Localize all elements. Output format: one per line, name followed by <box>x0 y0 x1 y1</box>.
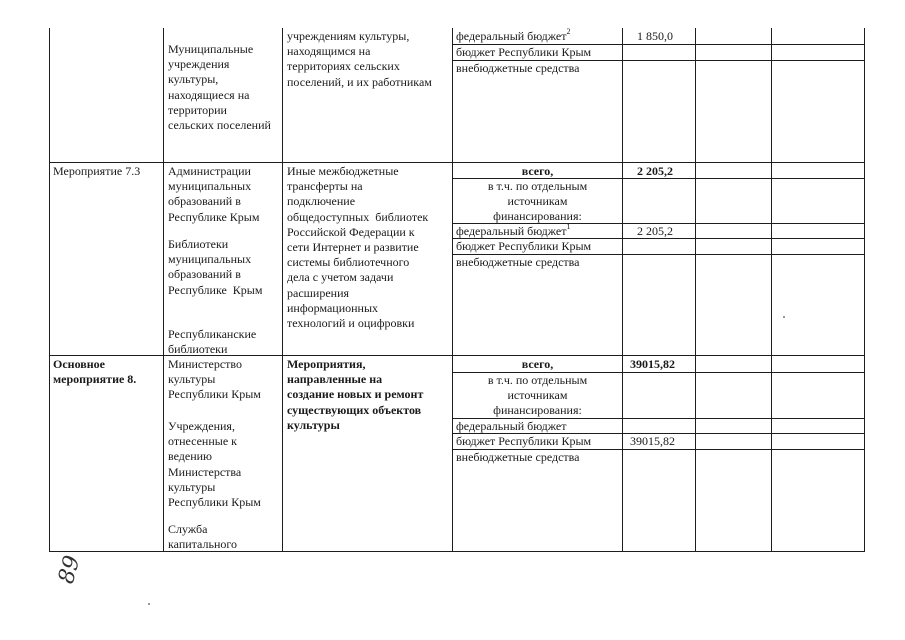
table-col-line <box>622 28 623 552</box>
sub-label: в т.ч. по отдельным источникам финансирования: <box>487 179 588 224</box>
executor-cell: Администрации муниципальных образований в Республике Крым <box>168 164 260 224</box>
source-crimea: бюджет Республики Крым <box>456 239 592 253</box>
total-value: 39015,82 <box>630 357 675 371</box>
measure-code: Мероприятие 7.3 <box>53 164 141 178</box>
source-extrabudget: внебюджетные средства <box>456 450 580 464</box>
source-value-federal: 2 205,2 <box>637 224 673 238</box>
executor-cell: Библиотеки муниципальных образований в Республике Крым <box>168 237 263 297</box>
total-label: всего, <box>521 357 554 371</box>
executor-cell: Служба капитального <box>168 522 237 552</box>
total-label: всего, <box>521 164 554 178</box>
handwritten-page-number: 89 <box>54 552 86 587</box>
executor-cell: Республиканские библиотеки <box>168 327 257 357</box>
source-crimea: бюджет Республики Крым <box>456 45 592 59</box>
description-cell: учреждениям культуры, находящимся на территориях сельских поселений, и их работникам <box>287 29 432 89</box>
source-federal: федеральный бюджет$^1$ <box>456 222 571 238</box>
table-border-right <box>864 28 865 552</box>
scan-speck <box>783 316 785 318</box>
scan-speck <box>148 603 150 605</box>
description-cell: Мероприятия, направленные на создание новых и ремонт существующих объектов культуры <box>287 357 424 432</box>
sub-label: в т.ч. по отдельным источникам финансирования: <box>487 373 588 418</box>
source-extrabudget: внебюджетные средства <box>456 255 580 269</box>
measure-code: Основное мероприятие 8. <box>53 357 137 387</box>
table-col-line <box>771 28 772 552</box>
source-federal: федеральный бюджет <box>456 419 567 433</box>
source-federal: федеральный бюджет$^2$ <box>456 27 571 43</box>
source-extrabudget: внебюджетные средства <box>456 61 580 75</box>
table-col-line <box>452 28 453 552</box>
table-border-left <box>49 28 50 552</box>
description-cell: Иные межбюджетные трансферты на подключение общедоступных библиотек Российской Федерации к сети Интернет и развитие системы библиотечного дела с учетом задачи расширения информационных технологий и оцифровки <box>287 164 429 331</box>
table-col-line <box>695 28 696 552</box>
executor-cell: Министерство культуры Республики Крым <box>168 357 261 402</box>
source-crimea: бюджет Республики Крым <box>456 434 592 448</box>
table-col-line <box>282 28 283 552</box>
executor-cell: Учреждения, отнесенные к ведению Министерства культуры Республики Крым <box>168 419 261 510</box>
executor-cell: Муниципальные учреждения культуры, находящиеся на территории сельских поселений <box>168 42 271 133</box>
source-value-crimea: 39015,82 <box>630 434 675 448</box>
total-value: 2 205,2 <box>637 164 673 178</box>
source-value-federal: 1 850,0 <box>637 29 673 43</box>
row-divider <box>49 162 865 163</box>
table-col-line <box>163 28 164 552</box>
